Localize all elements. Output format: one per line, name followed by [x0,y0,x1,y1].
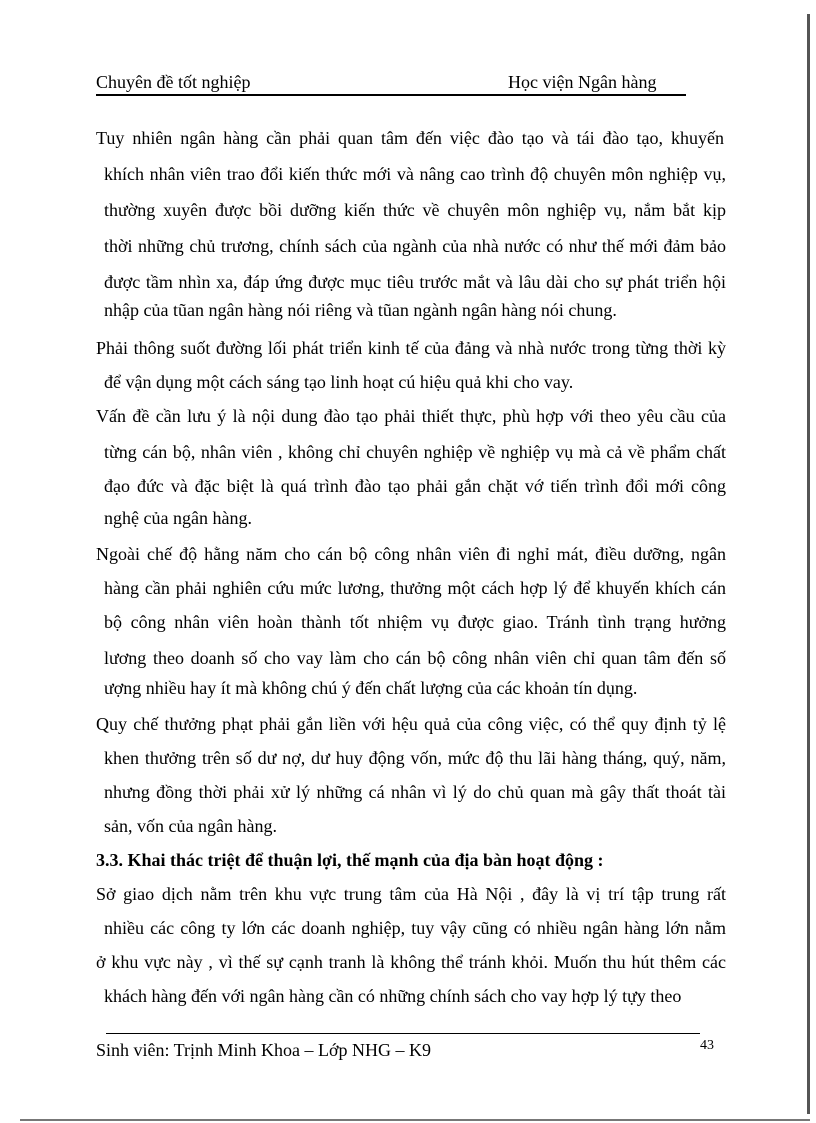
body-line: nhiều các công ty lớn các doanh nghiệp, tuy vậy cũng có nhiều ngân hàng lớn nằm [104,918,726,938]
header-title-left: Chuyên đề tốt nghiệp [96,72,251,92]
body-line: nghệ của ngân hàng. [104,508,252,528]
body-line: khích nhân viên trao đổi kiến thức mới và nâng cao trình độ chuyên môn nghiệp vụ, [104,164,726,184]
body-line: ở khu vực này , vì thế sự cạnh tranh là không thể tránh khỏi. Muốn thu hút thêm các [96,952,726,972]
page-border-bottom [20,1119,810,1121]
body-line: Quy chế thưởng phạt phải gắn liền với hệu quả của công việc, có thể quy định tỷ lệ [96,714,726,734]
footer-student: Sinh viên: Trịnh Minh Khoa – Lớp NHG – K9 [96,1040,432,1060]
body-line: bộ công nhân viên hoàn thành tốt nhiệm vụ được giao. Tránh tình trạng hưởng [104,612,726,632]
body-line: sản, vốn của ngân hàng. [104,816,277,836]
body-line: khách hàng đến với ngân hàng cần có những chính sách cho vay hợp lý tựy theo [104,986,682,1006]
body-line: khen thưởng trên số dư nợ, dư huy động vốn, mức độ thu lãi hàng tháng, quý, năm, [104,748,726,768]
page-number: 43 [700,1038,714,1053]
body-line: nhập của tũan ngân hàng nói riêng và tũan ngành ngân hàng nói chung. [104,300,617,320]
body-line: Sở giao dịch nằm trên khu vực trung tâm của Hà Nội , đây là vị trí tập trung rất [96,884,726,904]
page-border-right [807,14,810,1114]
body-line: nhưng đồng thời phải xử lý những cá nhân vì lý do chủ quan mà gây thất thoát tài [104,782,726,802]
body-line: Vấn đề cần lưu ý là nội dung đào tạo phải thiết thực, phù hợp với theo yêu cầu của [96,406,726,426]
body-line: được tầm nhìn xa, đáp ứng được mục tiêu trước mắt và lâu dài cho sự phát triển hội [104,272,726,292]
body-line: Phải thông suốt đường lối phát triển kinh tế của đảng và nhà nước trong từng thời kỳ [96,338,726,358]
header-rule [96,94,686,96]
body-line: từng cán bộ, nhân viên , không chỉ chuyên nghiệp về nghiệp vụ mà cả về phẩm chất [104,442,726,462]
section-heading: 3.3. Khai thác triệt để thuận lợi, thế mạnh của địa bàn hoạt động : [96,850,604,870]
header-title-right: Học viện Ngân hàng [508,72,657,92]
body-line: lương theo doanh số cho vay làm cho cán bộ công nhân viên chỉ quan tâm đến số [104,648,726,668]
body-line: thường xuyên được bồi dưỡng kiến thức về chuyên môn nghiệp vụ, nắm bắt kịp [104,200,726,220]
body-line: hàng cần phải nghiên cứu mức lương, thưởng một cách hợp lý để khuyến khích cán [104,578,726,598]
body-line: Tuy nhiên ngân hàng cần phải quan tâm đến việc đào tạo và tái đào tạo, khuyến [96,128,724,148]
footer-rule [106,1033,700,1034]
body-line: đạo đức và đặc biệt là quá trình đào tạo phải gắn chặt vớ tiến trình đổi mới công [104,476,726,496]
body-line: để vận dụng một cách sáng tạo linh hoạt cú hiệu quả khi cho vay. [104,372,574,392]
body-line: ượng nhiều hay ít mà không chú ý đến chất lượng của các khoản tín dụng. [104,678,638,698]
body-line: Ngoài chế độ hằng năm cho cán bộ công nhân viên đi nghỉ mát, điều dưỡng, ngân [96,544,726,564]
body-line: thời những chủ trương, chính sách của ngành của nhà nước có như thế mới đảm bảo [104,236,726,256]
